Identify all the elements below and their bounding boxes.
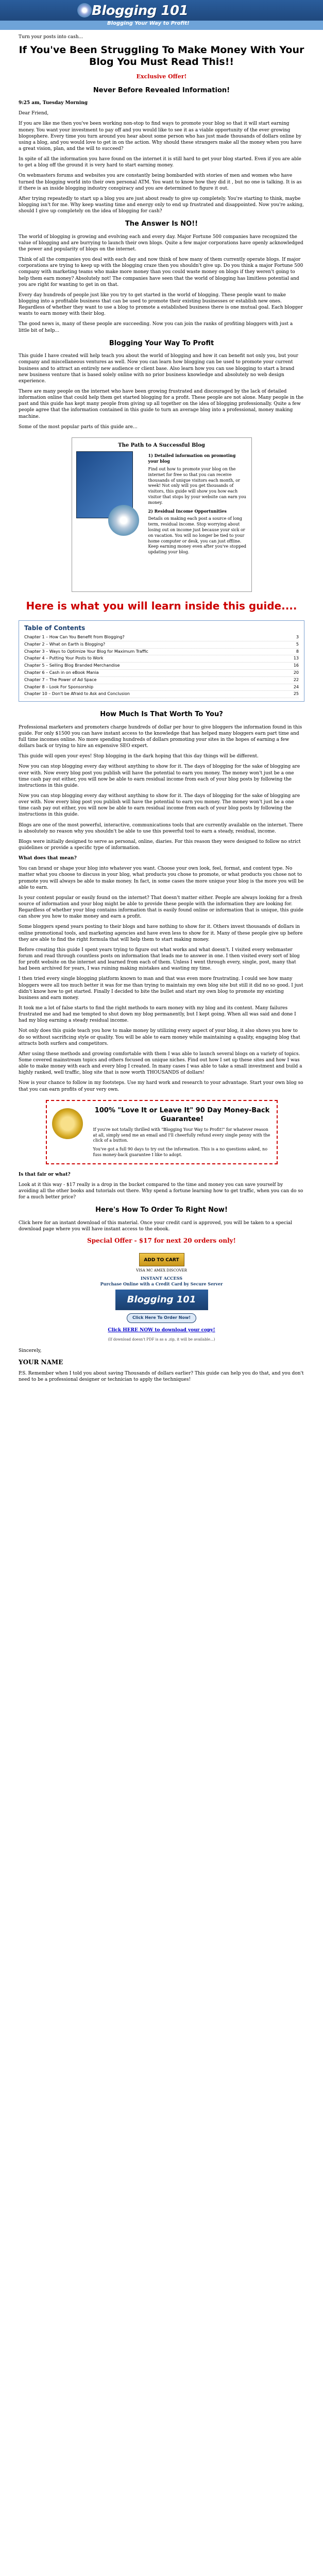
sincerely: Sincerely,: [19, 1348, 42, 1353]
path-text: [148, 453, 247, 555]
toc-label: Chapter 6 – Cash in on eBook Mania: [24, 670, 99, 675]
product-cd-image: [108, 505, 139, 536]
toc-label: Chapter 8 – Look For Sponsorship: [24, 684, 94, 689]
guarantee-text: If you're not totally thrilled with "Blogging Your Way to Profit!" for whatever reason at all, simply send me an email and I'll cheerfully refund every single penny with the click of a button.: [93, 1127, 270, 1143]
credit-cards: VISA MC AMEX DISCOVER: [136, 1268, 187, 1273]
secure-server-label: Purchase Online with a Credit Card by Secure Server: [100, 1281, 223, 1286]
toc-row: [24, 655, 299, 663]
postscript: P.S. Remember when I told you about saving Thousands of dollars earlier? This guide can help you do that, and you don't need to be a professional designer or technician to apply the techniques!: [19, 1371, 304, 1383]
toc-label: Chapter 4 – Putting Your Posts to Work: [24, 656, 104, 661]
toc-title: Table of Contents: [24, 624, 86, 632]
toc-page: 8: [296, 649, 299, 654]
path-title: The Path to A Successful Blog: [118, 442, 205, 448]
toc-page: 3: [296, 635, 299, 640]
worth-p1: Professional marketers and promoters charge hundreds of dollar per hour to give bloggers the information found in this guide. For only $1500 you can have instant access to the knowledge that has helped many bloggers earn part time and full time incomes online. No more spending hundreds of dollars promoting your sites in the hopes of earning a few dollars back or trying to hire an expensive SEO expert.: [19, 724, 302, 749]
toc-label: Chapter 2 – What on Earth is Blogging?: [24, 641, 106, 647]
intro-p3: On webmasters forums and websites you are constantly being bombarded with stories of men and women who have turned the blogging world into their own personal ATM. You want to know how they did it , but no one is talking. It is as if there is an inside blogging industry conspiracy and you are determined to figure it out.: [19, 173, 302, 191]
answer-heading: The Answer Is NO!!: [125, 220, 198, 228]
answer-p4: The good news is, many of these people are succeeding. Now you can join the ranks of profiting bloggers with just a little bit of help...: [19, 321, 293, 333]
worth-p5: Blogs are one of the most powerful, interactive, communications tools that are currently available on the internet. There is absolutely no reason why you shouldn't be able to use this powerful tool to earn a steady, residual, income.: [19, 822, 303, 834]
answer-p3: Every day hundreds of people just like you try to get started in the world of blogging. These people want to make blogging into a profitable business that can be used to promote their existing businesses or establish new ones. Regardless of whether they want to use a blog to promote a established business there is one mutual goal. Each blogger wants to earn money with their blog.: [19, 292, 303, 317]
way-p3: Some of the most popular parts of this guide are...: [19, 424, 138, 430]
way-p2: There are many people on the internet who have been growing frustrated and discouraged by the lack of detailed information online that could help them get started blogging for a profit. These people are not alone. Many people in the past and this guide has kept many people from giving up all together on the idea of blogging professionally. Quite a few people agree that the information contained in this guide to turn an average blog into a professional, money making machine.: [19, 389, 304, 419]
table-of-contents: [19, 620, 304, 702]
intro-p4: After trying repeatedly to start up a blog you are just about ready to give up completely. You're starting to think, maybe blogging isn't for me. Why keep wasting time and energy only to end up frustrated and disappointed. Now you're asking, should I give up completely on the idea of blogging for cash?: [19, 196, 304, 214]
answer-p1: The world of blogging is growing and evolving each and every day. Major Fortune 500 companies have recognized the value of blogging and are burrying to launch their own blogs. Quite a few major corporations have openly acknowledged the power and popularity of blogs on the internet.: [19, 234, 303, 252]
guarantee-title: 100% "Love It or Leave It" 90 Day Money-Back Guarantee!: [94, 1106, 270, 1124]
headline: If You've Been Struggling To Make Money With Your Blog You Must Read This!!: [19, 44, 304, 67]
worth-p7: What does that mean?: [19, 856, 77, 861]
add-to-cart-button[interactable]: ADD TO CART: [139, 1253, 184, 1266]
tagline: Turn your posts into cash...: [19, 35, 83, 40]
download-note: (If download doesn't PDF is as a .zip, it will be available...): [108, 1337, 215, 1342]
path-item1-title: 1) Detailed information on promoting your blog: [148, 453, 236, 464]
order-now-button[interactable]: Click Here To Order Now!: [127, 1313, 196, 1323]
guarantee-box: [46, 1100, 278, 1164]
worth-p2: This guide will open your eyes! Stop blogging in the dark hoping that this day things will be different.: [19, 754, 259, 759]
intro-p2: In spite of all the information you have found on the internet it is still hard to get your blog started. Even if you are able to get a blog off the ground it is very hard to start earning money.: [19, 157, 301, 168]
worth-p8: You can brand or shape your blog into whatever you want. Choose your own look, feel, format, and content type. No matter what you choose to discuss in your blog, what products you chose to promote, or what products you chose not to promote you will always be able to make money. In fact, in some cases the more unique your blog is the more you will be able to earn.: [19, 866, 304, 890]
order-heading: Here's How To Order To Right Now!: [95, 1206, 228, 1214]
toc-row: [24, 684, 299, 691]
catch-p1: Look at it this way - $17 really is a drop in the bucket compared to the time and money you can save yourself by avoiding all the other books and tutorials out there. Why spend a fortune learning how to get traffic, when you can do so for a much better price?: [19, 1182, 303, 1200]
worth-heading: How Much Is That Worth To You?: [100, 710, 223, 719]
toc-row: [24, 634, 299, 641]
worth-p14: Not only does this guide teach you how to make money by utilizing every aspect of your blog, it also shows you how to do so without sacrificing style or quality. You will be able to earn money while maintaining a quality, engaging blog that attracts both surfers and competitors.: [19, 1028, 300, 1046]
exclusive-offer: Exclusive Offer!: [136, 73, 187, 80]
worth-p15: After using these methods and growing comfortable with them I was able to launch several blogs on a variety of topics. Some covered mainstream topics and others focused on unique niches. Find out how I set up these sites and how I was able to make money with each and every blog I created. In many cases I was able to take a small investment and build a highly ranked, well traffic, blog site that is now worth THOUSANDS of dollars!: [19, 1051, 302, 1076]
catch-heading: Is that fair or what?: [19, 1172, 71, 1177]
worth-p16: Now is your chance to follow in my footsteps. Use my hard work and research to your advantage. Start your own blog so that you can earn profits of your very own.: [19, 1080, 303, 1092]
logo-title: Blogging 101: [92, 3, 189, 19]
toc-row: [24, 641, 299, 649]
toc-row: [24, 677, 299, 684]
path-box: [72, 437, 252, 592]
answer-p2: Think of all the companies you deal with each day and now think of how many of them currently operate blogs. If major corporations are trying to keep up with the blogging craze then you shouldn't give up. Do you think a major Fortune 500 company with marketing teams who make more money than you could waste money on blogs if they weren't going to help them earn money? Absolutely not! The companies have seen that the world of blogging has limitless potential and you are right for wanting to get in on that.: [19, 257, 303, 287]
toc-page: 16: [293, 663, 299, 668]
toc-row: [24, 649, 299, 656]
logo-subtitle: Blogging Your Way to Profit!: [107, 21, 190, 27]
order-logo: Blogging 101: [115, 1290, 208, 1310]
main-content: [19, 34, 304, 1387]
guarantee-seal-icon: [52, 1108, 83, 1139]
author-name: YOUR NAME: [19, 1358, 63, 1366]
cd-icon: [77, 3, 92, 18]
toc-page: 24: [293, 684, 299, 689]
order-box: [19, 1250, 304, 1342]
timestamp: 9:25 am, Tuesday Morning: [19, 100, 88, 106]
toc-page: 13: [293, 656, 299, 661]
worth-p9: Is your content popular or easily found on the internet? That doesn't matter either. People are always looking for a fresh source of information and your blog might be able to provide these people with the information they are looking for. Regardless of whether your blog contains information that is easily found online or information that is unique, this guide can show you how to make money and earn a profit.: [19, 895, 303, 920]
toc-row: [24, 670, 299, 677]
toc-label: Chapter 1 – How Can You Benefit from Blogging?: [24, 635, 125, 640]
never-before-heading: Never Before Revealed Information!: [93, 86, 230, 94]
worth-p3: Now you can stop blogging every day without anything to show for it. The days of blogging for the sake of blogging are over with. Now every blog post you publish will have the potential to earn you money. The money won't just be a one time cash pay out either, you will now be able to earn residual income from each of your blog posts by following the instructions in this guide.: [19, 764, 300, 788]
guarantee-text2: You've got a full 90 days to try out the information. This is a no questions asked, no fuss money-back guarantee I like to adopt.: [93, 1147, 268, 1157]
worth-p4: Now you can stop blogging every day without anything to show for it. The days of blogging for the sake of blogging are over with. Now every blog post you publish will have the potential to earn you money. The money won't just be a one time cash pay out either, you will now be able to earn residual income from each of your blog posts by following the instructions in this guide.: [19, 793, 300, 818]
instant-access-label: INSTANT ACCESS: [140, 1275, 183, 1281]
toc-row: [24, 691, 299, 698]
worth-p10: Some bloggers spend years posting to their blogs and have nothing to show for it. Others invest thousands of dollars in online promotional tools, and marketing agencies and have even less to show for it. Many of these people give up before they are able to find the right formula that will help them to start making money.: [19, 924, 303, 942]
toc-label: Chapter 10 – Don't be Afraid to Ask and Conclusion: [24, 691, 130, 697]
worth-p13: It took me a lot of false starts to find the right methods to earn money with my blog and its content. Many failures frustrated me and had me tempted to shut down my blog permanently, but I kept going. When all was said and done I had my blog earning a steady residual income.: [19, 1005, 296, 1024]
toc-page: 5: [296, 641, 299, 647]
way-heading: Blogging Your Way To Profit: [109, 339, 214, 347]
intro-p1: If you are like me then you've been working non-stop to find ways to promote your blog so that it will start earning money. You want your investment to pay off and you would like to see it as a viable opportunity of the ever growing blogosphere. Every time you turn around you hear about some person who has just made thousands of dollars online by using a blog, and you would love to get in on the action. Why should these strangers make all the money when you have a great vision, plan, and the will to succeed?: [19, 121, 302, 151]
way-p1: This guide I have created will help teach you about the world of blogging and how it can benefit not only you, but your company and miscellaneous ventures as well. Now you can learn how blogging can be used to promote your current business and to attract an entirely new audience or client base. Also learn how you can use blogging to start a brand new business venture that is based solely online with no prior business knowledge and absolutely no web design experience.: [19, 353, 298, 384]
worth-p11: Before creating this guide I spent years trying to figure out what works and what doesn't. I visited every webmaster forum and read through countless posts on information that leads me to answer in one. I then visited every sort of blog for profit website on the internet and learned from each of them. Unless I went through every, single, post, many that had been archived for years, I was ruining making mistakes and wasting my time.: [19, 947, 300, 972]
greeting: Dear Friend,: [19, 111, 49, 116]
special-offer: Special Offer - $17 for next 20 orders only!: [87, 1237, 236, 1245]
path-item2-title: 2) Residual Income Opportunities: [148, 508, 227, 514]
toc-page: 25: [293, 691, 299, 697]
toc-page: 20: [293, 670, 299, 675]
path-item1-text: Find out how to promote your blog on the internet for free so that you can receive thousands of unique visitors each month, or week! Not only will you get thousands of visitors, this guide will show you how each visitor that stops by your website can earn you money.: [148, 466, 246, 505]
order-p1: Click here for an instant download of this material. Once your credit card is approved, you will be taken to a special download page where you will have instant access to the ebook.: [19, 1220, 292, 1232]
learn-heading: Here is what you will learn inside this guide....: [26, 599, 297, 612]
worth-p12: I then tried every single blogging platform known to man and that was even more frustrating. I could see how many bloggers were all too much better it was for me than trying to maintain my own blog site but still it did no so good. I just didn't know how to get started. Finally I decided to bite the bullet and start my own blog to promote my existing business and earn money.: [19, 976, 303, 1001]
path-item2-text: Details on making each post a source of long term, residual income. Stop worrying about losing out on income just because your sick or on vacation. You will no longer be tied to your home computer or desk, you can just offline. Keep earning money even after you've stopped updating your blog.: [148, 516, 247, 555]
toc-row: [24, 663, 299, 670]
worth-p6: Blogs were initially designed to serve as personal, online, diaries. For this reason they were designed to follow no strict guidelines or provide a specific type of information.: [19, 839, 301, 851]
toc-label: Chapter 3 – Ways to Optimize Your Blog for Maximum Traffic: [24, 649, 148, 654]
toc-list: [24, 634, 299, 698]
header: [0, 0, 323, 30]
logo: [92, 2, 231, 28]
toc-label: Chapter 5 – Selling Blog Branded Merchandise: [24, 663, 120, 668]
toc-label: Chapter 7 – The Power of Ad Space: [24, 677, 97, 682]
download-link[interactable]: Click HERE NOW to download your copy!: [108, 1328, 215, 1333]
toc-page: 22: [293, 677, 299, 682]
